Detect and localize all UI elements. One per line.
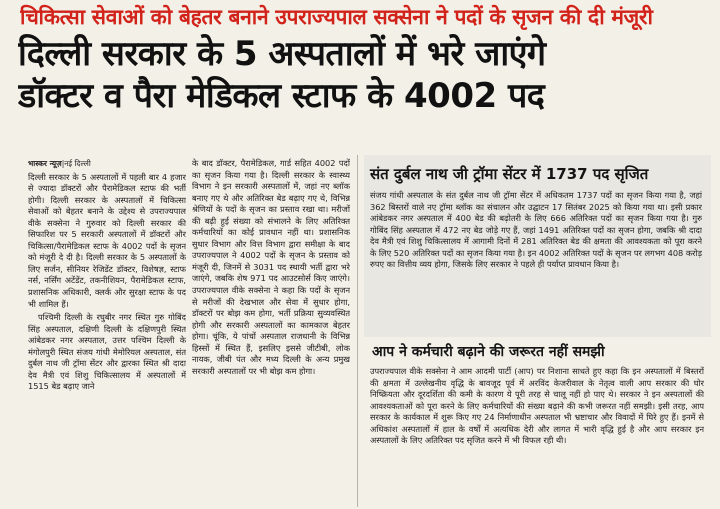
article-column-2: [192, 158, 350, 506]
article-column-1: [28, 158, 186, 506]
sidebar-box-text: संजय गांधी अस्पताल के संत दुर्बल नाथ जी ट्रॉमा सेंटर में अधिकतम 1737 पदों का सृजन किया गया है, जहां 362 बिस्तरों वाले नए ट्रॉमा ब्लॉक का संचालन और उद्घाटन 17 सितंबर 2025 को किया गया था। इसी प्रकार आंबेडकर नगर अस्पताल में 400 बेड की बढ़ोतरी के लिए 666 अतिरिक्त पदों का सृजन किया गया है। गुरु गोबिंद सिंह अस्पताल में 472 नए बेड जोड़े गए हैं, जहां 1491 अतिरिक्त पदों का सृजन होगा, जबकि श्री दादा देव मैत्री एवं शिशु चिकित्सालय में आगामी दिनों में 281 अतिरिक्त बेड की क्षमता की आवश्यकता को पूरा करने के लिए 520 अतिरिक्त पदों का सृजन किया गया है। इन 4002 अतिरिक्त पदों के सृजन पर लगभग 408 करोड़ रुपए का वित्तीय व्यय होगा, जिसके लिए सरकार ने पहले ही पर्याप्त प्रावधान किया है।: [370, 190, 702, 270]
main-headline: [18, 33, 708, 117]
article-paragraph: के बाद डॉक्टर, पैरामेडिकल, गार्ड सहित 4002 पदों का सृजन किया गया है। दिल्ली सरकार के स्वास्थ्य विभाग ने इन सरकारी अस्पतालों में, जहां नए ब्लॉक बनाए गए थे और अतिरिक्त बेड बढ़ाए गए थे, विभिन्न श्रेणियों के पदों के सृजन का प्रस्ताव रखा था। मरीजों की बढ़ी हुई संख्या को संभालने के लिए अतिरिक्त कर्मचारियों का कोई प्रावधान नहीं था। प्रशासनिक सुधार विभाग और वित्त विभाग द्वारा समीक्षा के बाद उपराज्यपाल ने 4002 पदों के सृजन के प्रस्ताव को मंजूरी दी, जिनमें से 3031 पद स्थायी भर्ती द्वारा भरे जाएंगे, जबकि शेष 971 पद आउटसोर्स किए जाएंगे। उपराज्यपाल वीके सक्सेना ने कहा कि पदों के सृजन से मरीजों की देखभाल और सेवा में सुधार होगा, डॉक्टरों पर बोझ कम होगा, भर्ती प्रक्रिया सुव्यवस्थित होगी और सरकारी अस्पतालों का कामकाज बेहतर होगा। चूंकि, ये पांचों अस्पताल राजधानी के विभिन्न हिस्सों में स्थित हैं, इसलिए इससे जीटीबी, लोक नायक, जीबी पंत और मध्य दिल्ली के अन्य प्रमुख सरकारी अस्पतालों पर भी बोझ कम होगा।: [192, 158, 350, 376]
article-paragraph: दिल्ली सरकार के 5 अस्पतालों में पहली बार 4 हजार से ज्यादा डॉक्टरों और पैरामेडिकल स्टाफ की भर्ती होगी। दिल्ली सरकार के अस्पतालों में चिकित्सा सेवाओं को बेहतर बनाने के उद्देश्य से उपराज्यपाल वीके सक्सेना ने गुरुवार को दिल्ली सरकार की सिफारिश पर 5 सरकारी अस्पतालों में डॉक्टरों और चिकित्सा/पैरामेडिकल स्टाफ के 4002 पदों के सृजन को मंजूरी दे दी है। दिल्ली सरकार के 5 अस्पतालों के लिए सर्जन, सीनियर रेजिडेंट डॉक्टर, विशेषज्ञ, स्टाफ नर्स, नर्सिंग अटेंडेंट, तकनीशियन, पैरामेडिकल स्टाफ, प्रशासनिक अधिकारी, क्लर्क और सुरक्षा स्टाफ के पद भी शामिल हैं।: [28, 171, 186, 309]
byline-agency: भास्कर न्यूज़: [28, 159, 62, 168]
kicker-headline: चिकित्सा सेवाओं को बेहतर बनाने उपराज्यपाल सक्सेना ने पदों के सृजन की दी मंजूरी: [20, 5, 653, 29]
headline-line-2: डॉक्टर व पैरा मेडिकल स्टाफ के 4002 पद: [18, 76, 545, 116]
byline: [28, 158, 186, 170]
sidebar-box-title: संत दुर्बल नाथ जी ट्रॉमा सेंटर में 1737 पद सृजित: [370, 165, 649, 183]
byline-place: |नई दिल्ली: [61, 159, 91, 168]
headline-line-1: दिल्ली सरकार के 5 अस्पतालों में भरे जाएंगे: [18, 34, 546, 74]
column-divider: [357, 155, 358, 507]
sidebar-box-trauma-center: [364, 155, 711, 337]
article-paragraph: पश्चिमी दिल्ली के रघुबीर नगर स्थित गुरु गोबिंद सिंह अस्पताल, दक्षिणी दिल्ली के दक्षिणपुरी स्थित आंबेडकर नगर अस्पताल, उत्तर पश्चिम दिल्ली के मंगोलपुरी स्थित संजय गांधी मेमोरियल अस्पताल, संत दुर्बल नाथ जी ट्रॉमा सेंटर और द्वारका स्थित श्री दादा देव मैत्री एवं शिशु चिकित्सालय में अस्पतालों में 1515 बेड बढ़ाए जाने: [28, 312, 186, 392]
sidebar-box-title: आप ने कर्मचारी बढ़ाने की जरूरत नहीं समझी: [372, 344, 605, 360]
sidebar-box-text: उपराज्यपाल वीके सक्सेना ने आम आदमी पार्टी (आप) पर निशाना साधते हुए कहा कि इन अस्पतालों में बिस्तरों की क्षमता में उल्लेखनीय वृद्धि के बावजूद पूर्व में अरविंद केजरीवाल के नेतृत्व वाली आप सरकार की घोर निष्क्रियता और दूरदर्शिता की कमी के कारण ये पूरी तरह से चालू नहीं हो पाए थे। सरकार ने इन अस्पतालों की आवश्यकताओं को पूरा करने के लिए कर्मचारियों की संख्या बढ़ाने की कभी जरूरत नहीं समझी। इसी तरह, आप सरकार के कार्यकाल में शुरू किए गए 24 निर्माणाधीन अस्पताल भी भ्रष्टाचार और विवादों में घिरे हुए हैं। इनमें से अधिकांश अस्पतालों में हाल के वर्षों में अत्यधिक देरी और लागत में भारी वृद्धि हुई है और आप सरकार इन अस्पतालों के लिए अतिरिक्त पद सृजित करने में भी विफल रही थी।: [370, 366, 704, 446]
sidebar-box-aap: [364, 340, 711, 506]
